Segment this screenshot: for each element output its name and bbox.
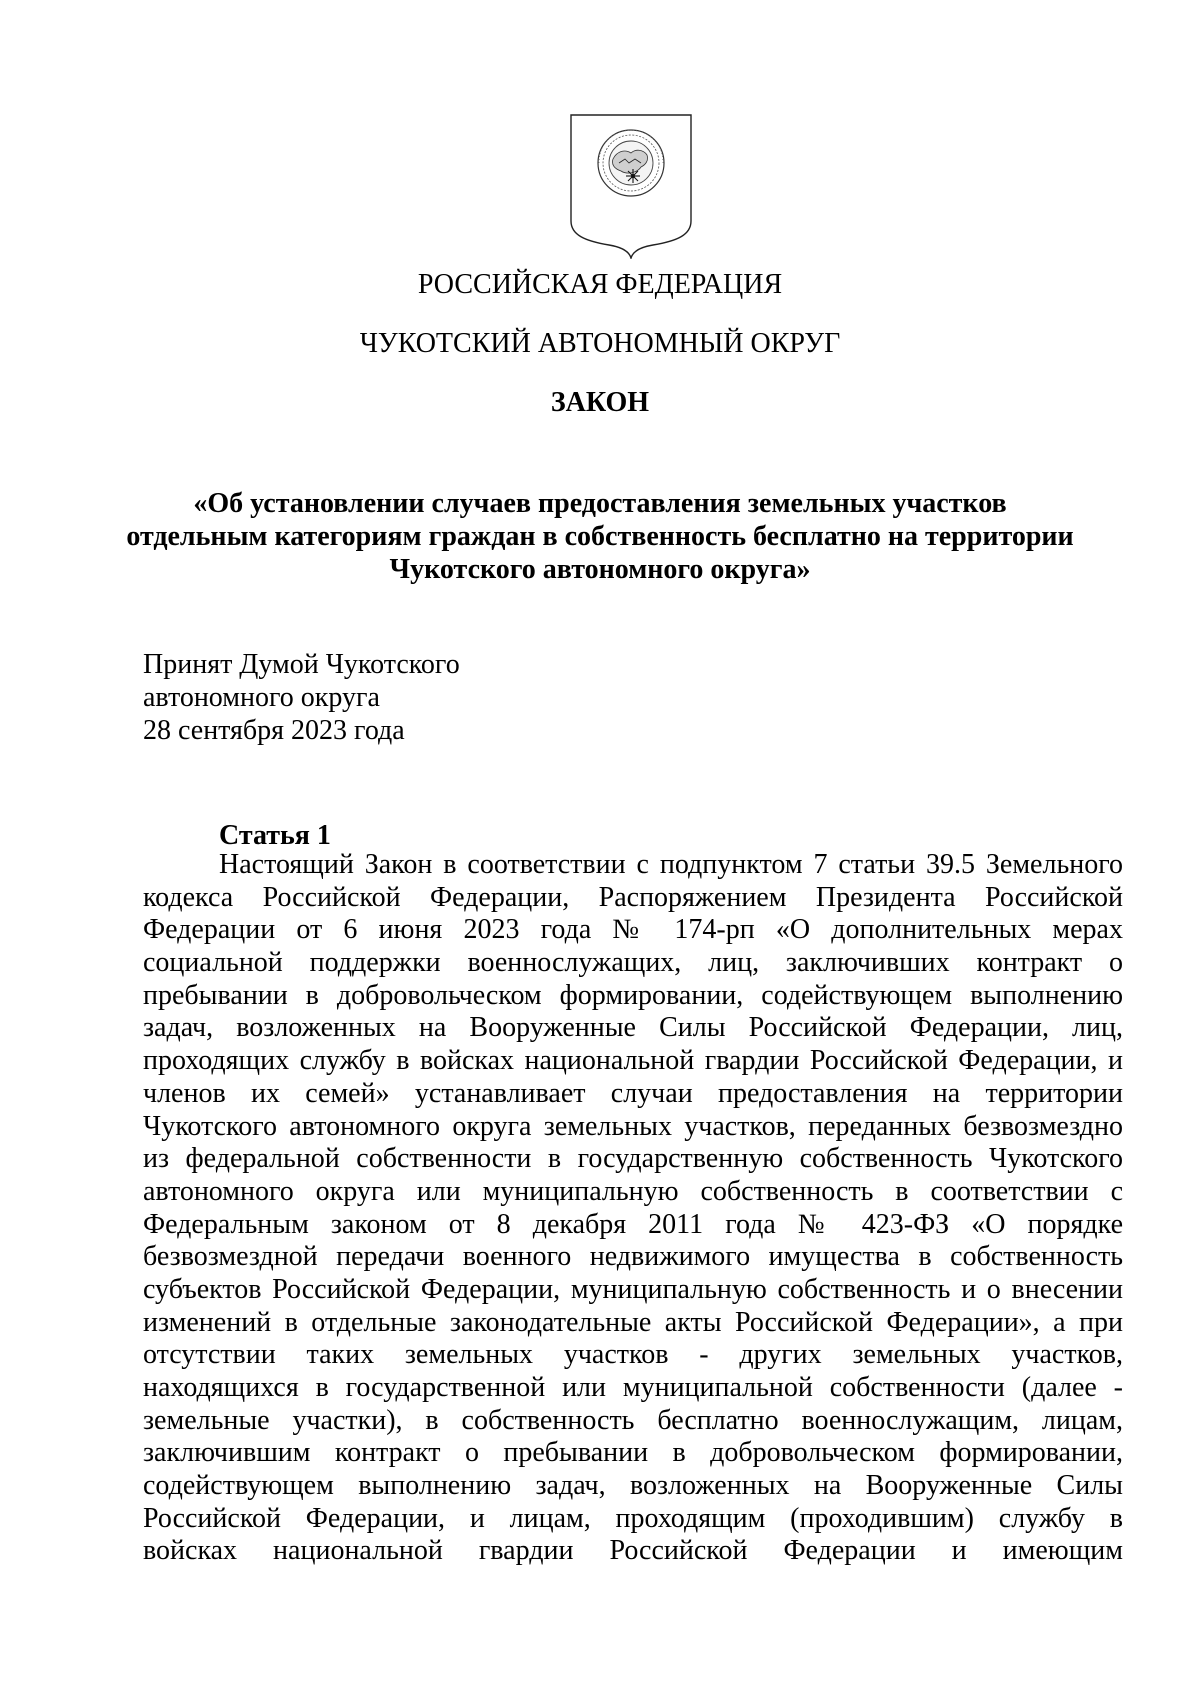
article-text-line: субъектов Российской Федерации, муниципальную собственность и о внесении bbox=[143, 1273, 1123, 1305]
article-text-line: Федеральным законом от 8 декабря 2011 года № 423-ФЗ «О порядке bbox=[143, 1208, 1123, 1240]
article-text-line: проходящих службу в войсках национальной гвардии Российской Федерации, и bbox=[143, 1045, 1123, 1077]
article-heading: Статья 1 bbox=[219, 820, 331, 851]
article-text-line: Российской Федерации, и лицам, проходящим (проходившим) службу в bbox=[143, 1502, 1123, 1534]
adoption-line: автономного округа bbox=[143, 682, 380, 713]
article-text-line: Чукотского автономного округа земельных участков, переданных безвозмездно bbox=[143, 1110, 1123, 1142]
adoption-line: Принят Думой Чукотского bbox=[143, 649, 460, 680]
law-title-line: отдельным категориям граждан в собственность бесплатно на территории bbox=[126, 521, 1074, 552]
country-heading: РОССИЙСКАЯ ФЕДЕРАЦИЯ bbox=[417, 269, 783, 300]
law-title-line: Чукотского автономного округа» bbox=[389, 554, 811, 585]
article-text-line: задач, возложенных на Вооруженные Силы Российской Федерации, лиц, bbox=[143, 1012, 1123, 1044]
article-text-line: автономного округа или муниципальную собственность в соответствии с bbox=[143, 1175, 1123, 1207]
article-text-line: земельные участки), в собственность бесплатно военнослужащим, лицам, bbox=[143, 1404, 1123, 1436]
article-text-line: заключившим контракт о пребывании в добровольческом формировании, bbox=[143, 1437, 1123, 1469]
region-heading: ЧУКОТСКИЙ АВТОНОМНЫЙ ОКРУГ bbox=[359, 328, 841, 359]
article-text-line: Федерации от 6 июня 2023 года № 174-рп «О дополнительных мерах bbox=[143, 914, 1123, 946]
adoption-note bbox=[143, 648, 460, 747]
article-text-line: безвозмездной передачи военного недвижимого имущества в собственность bbox=[143, 1241, 1123, 1273]
article-text-line: изменений в отдельные законодательные акты Российской Федерации», а при bbox=[143, 1306, 1123, 1338]
article-text-line: социальной поддержки военнослужащих, лиц, заключивших контракт о bbox=[143, 947, 1123, 979]
article-text-line: из федеральной собственности в государственную собственность Чукотского bbox=[143, 1143, 1123, 1175]
coat-of-arms-icon bbox=[569, 113, 693, 259]
article-text-line: содействующем выполнению задач, возложенных на Вооруженные Силы bbox=[143, 1470, 1123, 1502]
article-body bbox=[143, 849, 1123, 1568]
article-text-line: пребывании в добровольческом формировании, содействующем выполнению bbox=[143, 979, 1123, 1011]
law-title bbox=[0, 487, 1200, 586]
document-type: ЗАКОН bbox=[550, 387, 650, 418]
article-text-line: находящихся в государственной или муниципальной собственности (далее - bbox=[143, 1372, 1123, 1403]
adoption-date: 28 сентября 2023 года bbox=[143, 715, 405, 746]
article-text-line: Настоящий Закон в соответствии с подпунктом 7 статьи 39.5 Земельного bbox=[219, 849, 1123, 880]
law-title-line: «Об установлении случаев предоставления земельных участков bbox=[193, 488, 1007, 519]
article-text-line: кодекса Российской Федерации, Распоряжением Президента Российской bbox=[143, 881, 1123, 913]
article-text-line: членов их семей» устанавливает случаи предоставления на территории bbox=[143, 1077, 1123, 1109]
article-text-line: отсутствии таких земельных участков - других земельных участков, bbox=[143, 1339, 1123, 1371]
article-text-line: войсках национальной гвардии Российской Федерации и имеющим bbox=[143, 1535, 1123, 1567]
